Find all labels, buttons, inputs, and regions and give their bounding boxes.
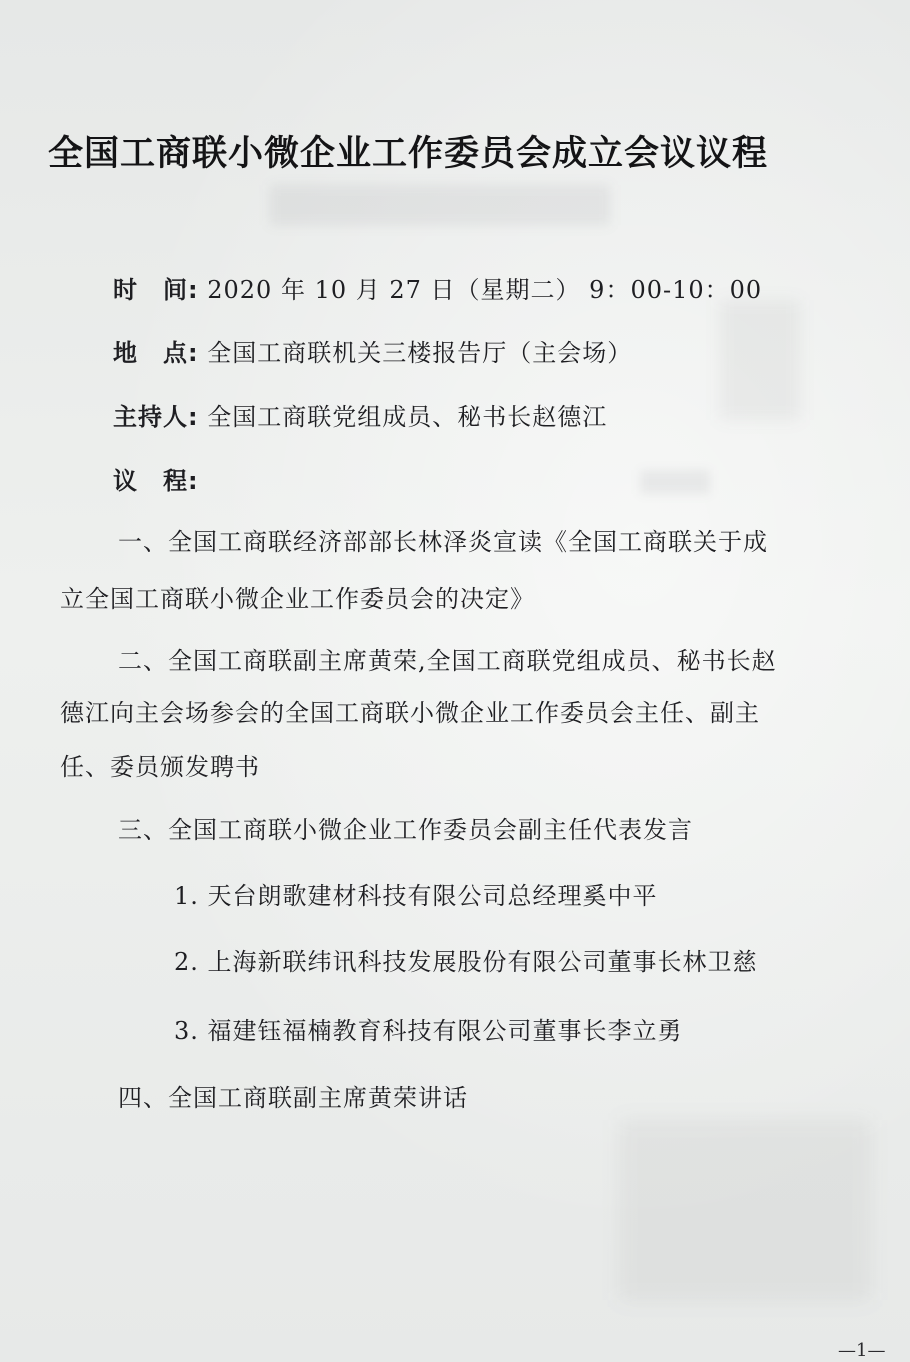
- show-through-shadow: [720, 300, 800, 420]
- page-number: —1—: [838, 1340, 886, 1361]
- agenda-item-4: 四、全国工商联副主席黄荣讲话: [118, 1084, 468, 1112]
- host-label: 主持人:: [113, 403, 199, 431]
- agenda-item-2-line-2: 德江向主会场参会的全国工商联小微企业工作委员会主任、副主: [60, 699, 760, 727]
- agenda-item-2-line-1: 二、全国工商联副主席黄荣,全国工商联党组成员、秘书长赵: [118, 647, 777, 675]
- agenda-heading-row: [113, 461, 199, 496]
- agenda-item-3-sub-1: 1. 天台朗歌建材科技有限公司总经理奚中平: [174, 882, 658, 910]
- agenda-item-3-sub-2: 2. 上海新联纬讯科技发展股份有限公司董事长林卫慈: [174, 948, 758, 976]
- agenda-item-3-sub-3: 3. 福建钰福楠教育科技有限公司董事长李立勇: [174, 1017, 683, 1045]
- host-value: 全国工商联党组成员、秘书长赵德江: [207, 403, 608, 431]
- show-through-shadow: [270, 185, 610, 225]
- place-row: [113, 333, 632, 368]
- time-value: 2020 年 10 月 27 日（星期二） 9：00-10：00: [207, 276, 763, 304]
- agenda-item-2-line-3: 任、委员颁发聘书: [60, 753, 260, 781]
- place-label: 地 点:: [113, 339, 199, 367]
- show-through-shadow: [620, 1120, 870, 1300]
- show-through-shadow: [640, 470, 710, 494]
- agenda-item-1-line-2: 立全国工商联小微企业工作委员会的决定》: [60, 585, 535, 613]
- time-row: [113, 270, 762, 305]
- page-title: 全国工商联小微企业工作委员会成立会议议程: [48, 134, 769, 174]
- agenda-item-3: 三、全国工商联小微企业工作委员会副主任代表发言: [118, 816, 693, 844]
- agenda-label: 议 程:: [113, 467, 199, 495]
- place-value: 全国工商联机关三楼报告厅（主会场）: [207, 339, 633, 367]
- time-label: 时 间:: [113, 276, 199, 304]
- agenda-item-1-line-1: 一、全国工商联经济部部长林泽炎宣读《全国工商联关于成: [118, 528, 768, 556]
- host-row: [113, 397, 607, 432]
